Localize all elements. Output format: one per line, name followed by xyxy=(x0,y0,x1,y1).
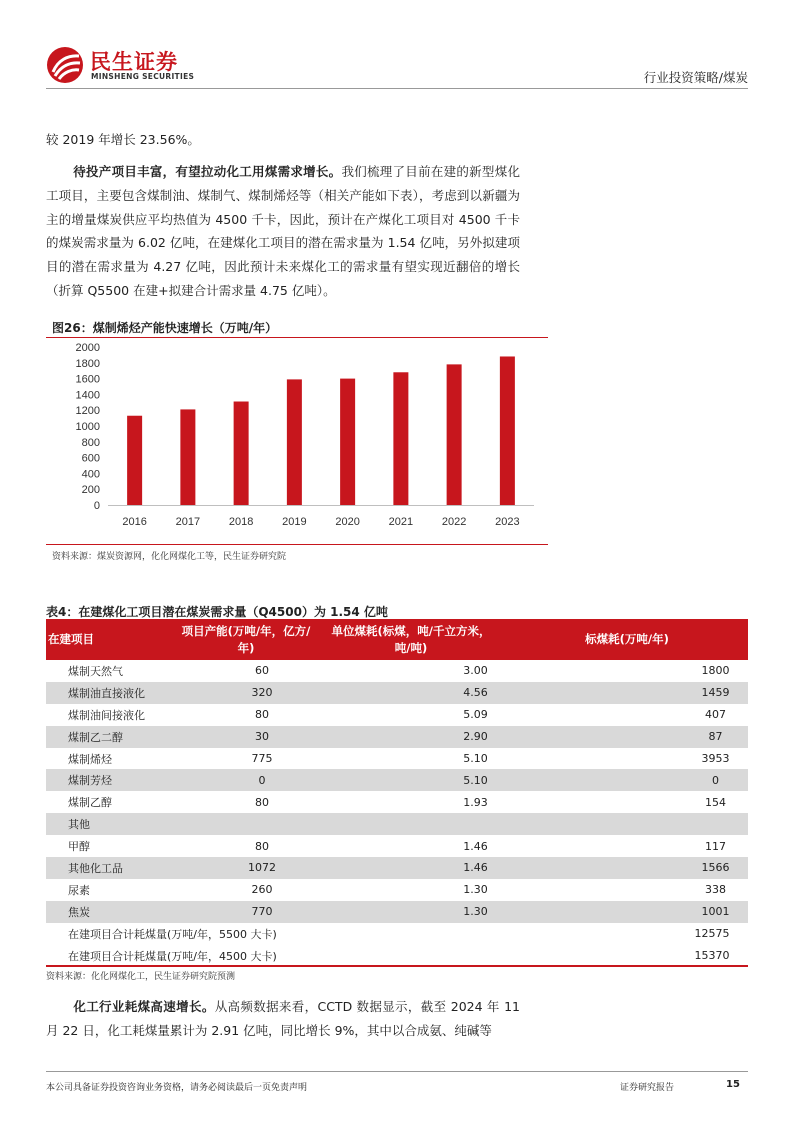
table-cell: 0 xyxy=(258,773,266,787)
table-cell: 甲醇 xyxy=(68,840,90,854)
table-cell: 3953 xyxy=(701,752,730,765)
x-tick-label: 2023 xyxy=(495,516,520,528)
header-divider xyxy=(46,88,748,89)
table-body xyxy=(46,660,748,966)
olefin-capacity-chart xyxy=(46,338,548,544)
y-tick-label: 800 xyxy=(81,436,100,449)
table-total-label: 在建项目合计耗煤量(万吨/年，5500 大卡) xyxy=(68,927,277,941)
logo-chinese-name: 民生证券 xyxy=(90,50,178,74)
table-cell: 117 xyxy=(705,839,726,853)
x-tick-label: 2022 xyxy=(441,516,467,528)
table-cell: 60 xyxy=(255,664,269,678)
table-header-cell: 在建项目 xyxy=(48,632,94,646)
x-tick-label: 2021 xyxy=(388,516,414,528)
table-header-cell xyxy=(316,623,506,657)
table-cell: 1.30 xyxy=(463,883,488,897)
x-tick-label: 2016 xyxy=(122,516,147,528)
table-bottom-rule xyxy=(46,965,748,967)
table-cell: 4.56 xyxy=(463,686,488,700)
table-cell: 煤制油间接液化 xyxy=(68,708,145,722)
paragraph-intro xyxy=(46,128,520,152)
bar-2023 xyxy=(500,356,515,505)
table-header-cell: 标煤耗(万吨/年) xyxy=(585,632,669,646)
table-cell: 1459 xyxy=(701,686,730,700)
table-cell: 770 xyxy=(251,905,273,919)
table-cell: 80 xyxy=(255,795,269,809)
table-cell: 1072 xyxy=(248,861,276,875)
paragraph-projects xyxy=(46,160,520,303)
bar-chart-svg xyxy=(46,338,548,544)
table-row xyxy=(46,879,748,901)
y-tick-label: 1400 xyxy=(75,389,100,402)
bar-2018 xyxy=(234,402,249,505)
report-category: 行业投资策略/煤炭 xyxy=(643,70,748,85)
table-cell: 1.46 xyxy=(463,861,488,875)
y-tick-label: 200 xyxy=(81,484,100,497)
table-cell: 80 xyxy=(255,708,269,722)
table-row xyxy=(46,748,748,770)
table-title: 表4：在建煤化工项目潜在煤炭需求量（Q4500）为 1.54 亿吨 xyxy=(46,605,388,619)
table-cell: 0 xyxy=(712,773,719,787)
coal-chemical-table xyxy=(46,619,748,966)
table-cell: 1.93 xyxy=(463,795,488,809)
y-tick-label: 1800 xyxy=(75,357,100,370)
y-tick-label: 400 xyxy=(81,468,100,481)
table-cell: 煤制烯烃 xyxy=(68,752,112,766)
table-cell: 其他化工品 xyxy=(68,861,123,875)
table-row xyxy=(46,682,748,704)
table-row xyxy=(46,726,748,748)
table-row xyxy=(46,901,748,923)
table-cell: 5.10 xyxy=(463,752,488,765)
footer-report-type: 证券研究报告 xyxy=(620,1083,675,1093)
figure-bottom-rule xyxy=(46,544,548,545)
figure-source: 资料来源：煤炭资源网，化化网煤化工等，民生证券研究院 xyxy=(52,552,287,562)
footer-disclaimer: 本公司具备证券投资咨询业务资格，请务必阅读最后一页免责声明 xyxy=(46,1083,308,1093)
table-row xyxy=(46,857,748,879)
table-cell: 煤制乙醇 xyxy=(68,796,112,810)
x-tick-label: 2020 xyxy=(335,516,360,528)
table-cell: 煤制乙二醇 xyxy=(68,730,123,744)
table-cell: 其他 xyxy=(68,818,90,832)
table-total-row xyxy=(46,945,748,967)
bar-2019 xyxy=(287,379,302,505)
table-header-row xyxy=(46,619,748,660)
table-cell: 煤制天然气 xyxy=(68,664,123,678)
table-row xyxy=(46,835,748,857)
table-cell: 775 xyxy=(251,752,273,765)
table-cell: 407 xyxy=(705,708,726,722)
minsheng-logo-icon xyxy=(46,46,84,84)
table-cell: 338 xyxy=(705,883,726,897)
table-total-label: 在建项目合计耗煤量(万吨/年，4500 大卡) xyxy=(68,949,277,963)
table-cell: 5.09 xyxy=(463,708,488,722)
table-source: 资料来源：化化网煤化工，民生证券研究院预测 xyxy=(46,972,236,982)
table-cell: 煤制芳烃 xyxy=(68,774,112,788)
table-header-cell-text: 单位煤耗(标煤，吨/千立方米，吨/吨) xyxy=(331,623,491,655)
table-row xyxy=(46,791,748,813)
table-total-value: 12575 xyxy=(694,927,730,941)
table-cell: 1.30 xyxy=(463,905,488,919)
y-tick-label: 1200 xyxy=(75,405,100,418)
table-cell: 1566 xyxy=(701,861,730,875)
table-cell: 87 xyxy=(708,730,723,744)
y-tick-label: 600 xyxy=(81,452,100,465)
x-tick-label: 2017 xyxy=(175,516,201,528)
minsheng-logo xyxy=(46,46,196,86)
bar-2017 xyxy=(180,409,195,505)
table-cell: 2.90 xyxy=(463,730,488,744)
figure-title: 图26：煤制烯烃产能快速增长（万吨/年） xyxy=(52,321,278,335)
table-cell: 焦炭 xyxy=(68,905,90,919)
bar-2021 xyxy=(393,372,408,505)
table-cell: 煤制油直接液化 xyxy=(68,686,145,700)
table-total-value: 15370 xyxy=(694,949,730,963)
x-tick-label: 2019 xyxy=(282,516,307,528)
logo-english-name: MINSHENG SECURITIES xyxy=(91,72,195,81)
table-cell: 1800 xyxy=(701,664,730,678)
table-row xyxy=(46,660,748,682)
table-cell: 尿素 xyxy=(68,883,90,897)
table-cell: 320 xyxy=(251,686,273,700)
bar-2020 xyxy=(340,379,355,505)
table-cell: 260 xyxy=(251,883,273,897)
y-tick-label: 2000 xyxy=(75,342,100,354)
paragraph-chemical xyxy=(46,995,520,1043)
paragraph-chemical-lead: 化工行业耗煤高速增长。 xyxy=(73,999,215,1014)
table-cell: 30 xyxy=(255,730,269,744)
paragraph-projects-lead: 待投产项目丰富，有望拉动化工用煤需求增长。 xyxy=(73,164,342,179)
paragraph-projects-text: 我们梳理了目前在建的新型煤化工项目，主要包含煤制油、煤制气、煤制烯烃等（相关产能如下表），考虑到以新疆为主的增量煤炭供应平均热值为 4500 千卡，因此，预计在产煤化工项目对 4500 千卡的煤炭需求量为 6.02 亿吨，在建煤化工项目的潜在需求量为 1.54 亿吨，另外拟建项目的潜在需求量为 4.27 亿吨，因此预计未来煤化工的需求量有望实现近翻倍的增长（折算 Q5500 在建+拟建合计需求量 4.75 亿吨）。 xyxy=(46,164,520,298)
table-row xyxy=(46,704,748,726)
x-tick-label: 2018 xyxy=(228,516,254,528)
table-row xyxy=(46,813,748,835)
table-cell: 1001 xyxy=(701,905,730,919)
table-cell: 3.00 xyxy=(463,664,488,678)
paragraph-chemical-text: 从高频数据来看，CCTD 数据显示，截至 2024 年 11 月 22 日，化工耗煤量累计为 2.91 亿吨，同比增长 9%，其中以合成氨、纯碱等 xyxy=(46,999,520,1038)
y-tick-label: 1000 xyxy=(75,421,100,433)
table-cell: 154 xyxy=(705,795,726,809)
paragraph-intro-text: 较 2019 年增长 23.56%。 xyxy=(46,132,200,147)
y-tick-label: 0 xyxy=(93,500,100,512)
table-row xyxy=(46,769,748,791)
table-cell: 80 xyxy=(255,839,269,853)
bar-2016 xyxy=(127,416,142,505)
page-number: 15 xyxy=(726,1079,740,1090)
bar-2022 xyxy=(447,364,462,505)
table-cell: 5.10 xyxy=(463,773,488,787)
table-cell: 1.46 xyxy=(463,839,488,853)
table-total-row xyxy=(46,923,748,945)
footer-divider xyxy=(46,1071,748,1072)
table-header-cell: 项目产能(万吨/年，亿方/年) xyxy=(181,623,311,655)
y-tick-label: 1600 xyxy=(75,373,100,386)
